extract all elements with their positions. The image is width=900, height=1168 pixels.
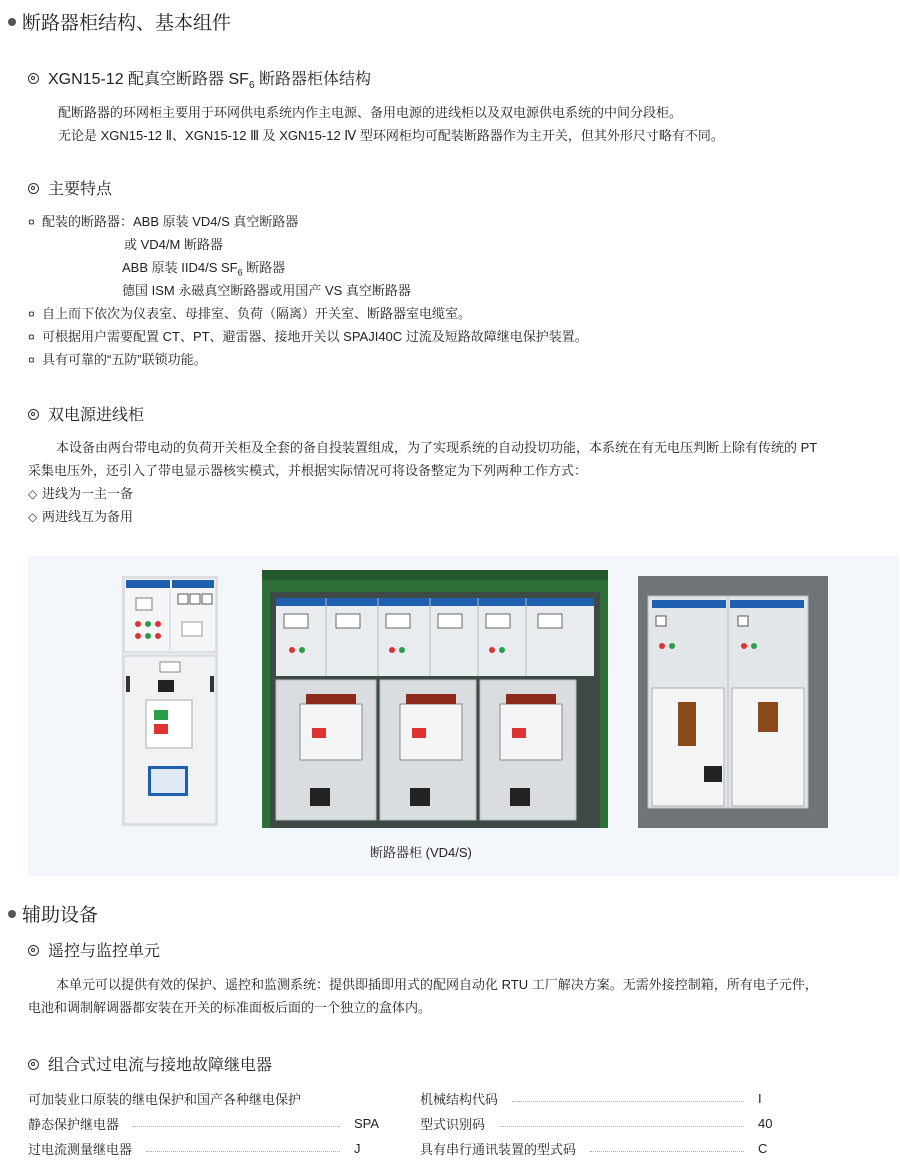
mode-item: ◇ 两进线互为备用 <box>28 505 133 529</box>
table-row: 可加装业口原装的继电保护和国产各种继电保护 <box>28 1091 302 1107</box>
section-title-structure: 断路器柜结构、基本组件 <box>8 8 231 35</box>
diamond-icon: ◇ <box>28 487 38 501</box>
multi-cabinet-installation-image <box>262 570 608 828</box>
table-row: 具有串行通讯装置的型式码 C <box>420 1140 768 1157</box>
feature-item: ¤ 可根据用户需要配置 CT、PT、避雷器、接地开关以 SPAJI40C 过流及短路故障继电保护装置。 <box>28 325 588 349</box>
dotted-leader <box>499 1126 744 1127</box>
double-circle-icon <box>28 1059 39 1070</box>
double-cabinet-image <box>638 576 828 828</box>
paragraph-line: 本单元可以提供有效的保护、遥控和监测系统：提供即插即用式的配网自动化 RTU 工厂解决方案。无需外接控制箱，所有电子元件， <box>56 977 818 992</box>
feature-subitem: 德国 ISM 永磁真空断路器或用国产 VS 真空断路器 <box>122 283 411 298</box>
table-row: 型式识别码 40 <box>420 1115 773 1132</box>
table-row: 静态保护继电器 SPA <box>28 1115 380 1132</box>
feature-item-breakers: ¤ 配装的断路器：ABB 原装 VD4/S 真空断路器 <box>28 210 298 234</box>
currency-sign-icon: ¤ <box>28 215 35 229</box>
single-cabinet-image <box>122 576 218 826</box>
bullet-icon <box>8 910 16 918</box>
dotted-leader <box>146 1151 340 1152</box>
diamond-icon: ◇ <box>28 510 38 524</box>
feature-subitem: 或 VD4/M 断路器 <box>124 237 223 252</box>
double-circle-icon <box>28 73 39 84</box>
table-row: 机械结构代码 I <box>420 1090 762 1107</box>
table-row: 过电流测量继电器 J <box>28 1140 361 1157</box>
section-title-auxiliary: 辅助设备 <box>8 900 98 927</box>
double-circle-icon <box>28 183 39 194</box>
subsection-title-relay: 组合式过电流与接地故障继电器 <box>28 1052 272 1075</box>
currency-sign-icon: ¤ <box>28 330 35 344</box>
relay-code-table-left <box>28 1088 394 1158</box>
subsection-title-xgn15: XGN15-12 配真空断路器 $SF_6$ 断路器柜体结构 <box>28 66 371 91</box>
currency-sign-icon: ¤ <box>28 353 35 367</box>
dotted-leader <box>133 1126 340 1127</box>
dotted-leader <box>590 1151 744 1152</box>
paragraph-line: 配断路器的环网柜主要用于环网供电系统内作主电源、备用电源的进线柜以及双电源供电系统的中间分段柜。 <box>58 105 683 120</box>
feature-item: ¤ 自上而下依次为仪表室、母排室、负荷（隔离）开关室、断路器室电缆室。 <box>28 302 471 326</box>
double-circle-icon <box>28 945 39 956</box>
subsection-title-dual-power: 双电源进线柜 <box>28 402 144 425</box>
paragraph-line: 采集电压外，还引入了带电显示器核实模式，并根据实际情况可将设备整定为下列两种工作方式： <box>28 463 588 478</box>
feature-subitem: ABB 原装 IID4/S $SF_6$ 断路器 <box>122 260 286 278</box>
feature-item: ¤ 具有可靠的“五防”联锁功能。 <box>28 348 207 372</box>
double-circle-icon <box>28 409 39 420</box>
currency-sign-icon: ¤ <box>28 307 35 321</box>
photo-caption: 断路器柜 (VD4/S) <box>370 845 472 860</box>
paragraph-line: 无论是 XGN15-12 Ⅱ、XGN15-12 Ⅲ 及 XGN15-12 Ⅳ 型环网柜均可配装断路器作为主开关，但其外形尺寸略有不同。 <box>58 128 724 143</box>
product-photo-panel <box>28 556 899 876</box>
subsection-title-features: 主要特点 <box>28 176 112 199</box>
bullet-icon <box>8 18 16 26</box>
relay-code-table-right <box>420 1088 780 1158</box>
paragraph-line: 本设备由两台带电动的负荷开关柜及全套的备自投装置组成，为了实现系统的自动投切功能，本系统在有无电压判断上除有传统的 PT <box>56 440 818 455</box>
mode-item: ◇ 进线为一主一备 <box>28 482 133 506</box>
subsection-title-remote-unit: 遥控与监控单元 <box>28 938 160 961</box>
dotted-leader <box>512 1101 744 1102</box>
paragraph-line: 电池和调制解调器都安装在开关的标准面板后面的一个独立的盒体内。 <box>28 1000 432 1015</box>
